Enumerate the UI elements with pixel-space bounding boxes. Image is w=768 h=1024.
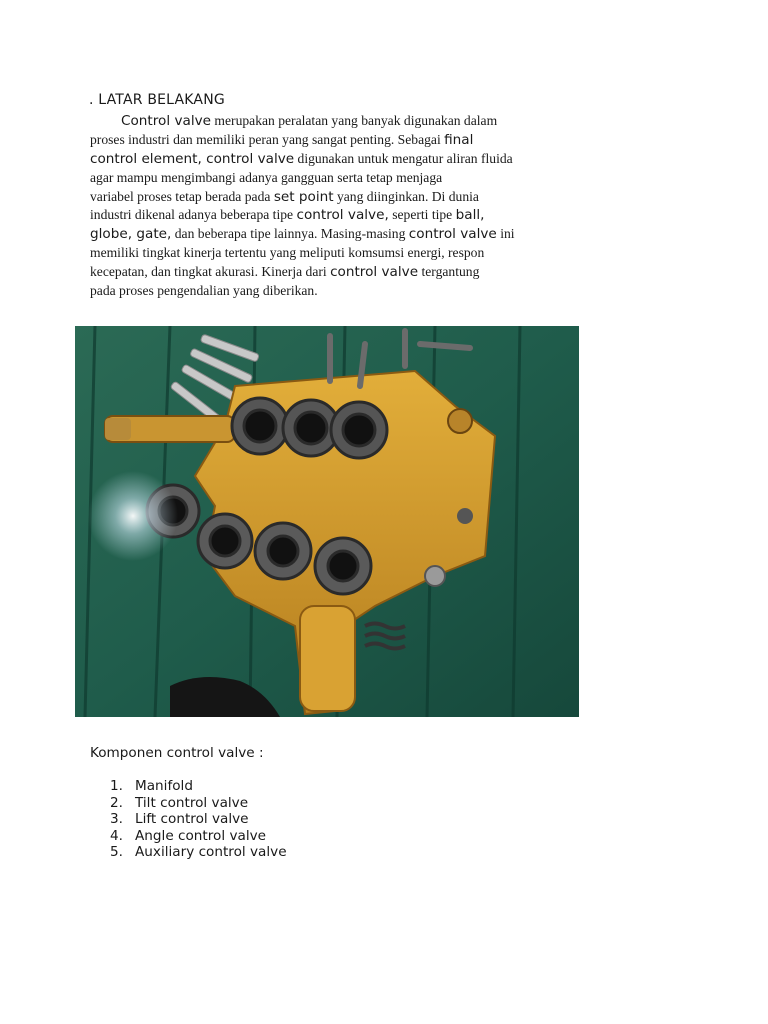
paragraph-line (90, 112, 590, 131)
term-text: ball, (455, 207, 485, 224)
body-text: memiliki tingkat kinerja tertentu yang meliputi komsumsi energi, respon (90, 245, 485, 261)
paragraph-line (90, 206, 590, 225)
body-text: variabel proses tetap berada pada (90, 188, 274, 204)
term-text: control valve (330, 264, 419, 281)
paragraph-line (90, 244, 590, 263)
paragraph-line (90, 225, 590, 244)
list-item: 2. Tilt control valve (110, 794, 249, 811)
term-text: set point (273, 188, 334, 205)
term-text: control element, control valve (90, 150, 295, 167)
list-item: 4. Angle control valve (110, 827, 267, 844)
body-text: seperti tipe (388, 207, 456, 223)
body-text: pada proses pengendalian yang diberikan. (90, 283, 318, 299)
term-text: control valve (408, 226, 497, 243)
paragraph-line (90, 188, 590, 207)
body-text: dan beberapa tipe lainnya. Masing-masing (171, 226, 409, 242)
body-text: merupakan peralatan yang banyak digunakan dalam (211, 113, 498, 128)
term-text: final (444, 131, 474, 148)
term-text: Control valve (121, 113, 212, 129)
list-item: 1. Manifold (110, 778, 193, 794)
body-text: digunakan untuk mengatur aliran fluida (294, 150, 513, 166)
section-heading: . LATAR BELAKANG (89, 92, 225, 108)
term-text: control valve, (296, 207, 389, 224)
body-text: ini (496, 226, 515, 242)
body-text: proses industri dan memiliki peran yang sangat penting. Sebagai (90, 131, 445, 147)
paragraph-line (90, 263, 590, 282)
komponen-title: Komponen control valve : (90, 745, 264, 761)
paragraph-line (90, 150, 590, 169)
body-text: agar mampu mengimbangi adanya gangguan serta tetap menjaga (90, 169, 443, 185)
control-valve-photo (75, 326, 579, 717)
list-item: 3. Lift control valve (110, 811, 249, 828)
term-text: globe, gate, (90, 226, 172, 243)
body-text: kecepatan, dan tingkat akurasi. Kinerja dari (90, 264, 331, 280)
paragraph-line (90, 169, 590, 188)
list-item: 5. Auxiliary control valve (110, 844, 287, 861)
body-text: industri dikenal adanya beberapa tipe (90, 207, 297, 223)
body-text: tergantung (418, 264, 480, 280)
paragraph-line (90, 131, 590, 150)
background-paragraph (90, 112, 590, 301)
body-text: yang diinginkan. Di dunia (333, 188, 479, 204)
komponen-list (110, 778, 287, 861)
paragraph-line (90, 282, 590, 301)
